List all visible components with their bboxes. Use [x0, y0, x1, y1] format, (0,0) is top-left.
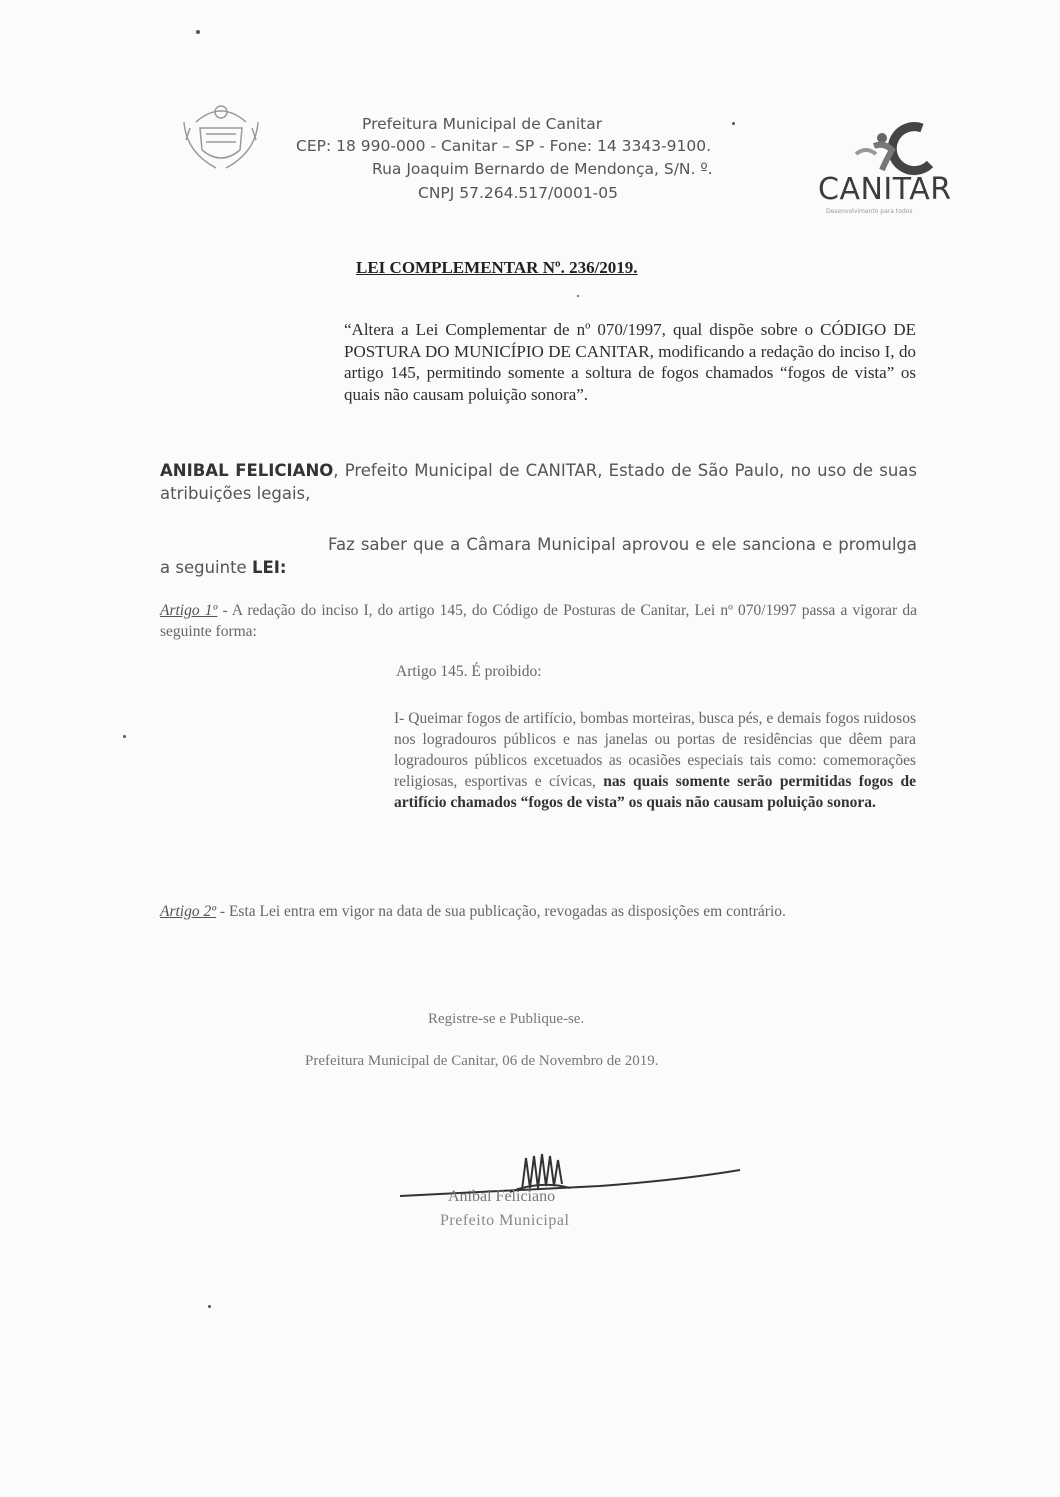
preamble-text: , Prefeito Municipal de CANITAR, Estado de São Paulo, no uso de suas atribuições legais,: [160, 461, 918, 503]
article-2-label: Artigo 2º: [160, 903, 217, 920]
header-line-3: Rua Joaquim Bernardo de Mendonça, S/N. º.: [372, 160, 713, 178]
header-line-2: CEP: 18 990-000 - Canitar – SP - Fone: 14 3343-9100.: [296, 137, 712, 155]
scan-speck: [732, 122, 735, 125]
ementa-paragraph: “Altera a Lei Complementar de nº 070/1997, qual dispõe sobre o CÓDIGO DE POSTURA DO MUNICÍPIO DE CANITAR, modificando a redação do inciso I, do artigo 145, permitindo somente a soltura de fogos chamados “fogos de vista” os quais não causam poluição sonora”.: [344, 320, 916, 404]
article-145-heading: Artigo 145. É proibido:: [396, 663, 542, 680]
scan-speck: [123, 735, 126, 738]
article-145-inciso: [394, 708, 916, 813]
article-1-text: - A redação do inciso I, do artigo 145, do Código de Posturas de Canitar, Lei nº 070/1997 passa a vigorar da seguinte forma:: [160, 602, 917, 640]
scan-speck: [577, 295, 579, 297]
canitar-logo-text: CANITAR: [818, 172, 952, 207]
law-title: LEI COMPLEMENTAR Nº. 236/2019.: [356, 258, 638, 277]
canitar-logo-tagline: Desenvolvimento para todos: [826, 208, 913, 215]
inciso-text: I- Queimar fogos de artifício, bombas morteiras, busca pés, e demais fogos ruidosos nos logradouros públicos e nas janelas ou portas de residências que dêem para logradouros públicos excetuados as ocasiões especiais tais como: comemorações religiosas, esportivas e cívicas,: [394, 710, 916, 790]
place-date-line: Prefeitura Municipal de Canitar, 06 de Novembro de 2019.: [305, 1053, 659, 1069]
scan-speck: [196, 30, 200, 34]
canitar-logo: [812, 120, 982, 220]
article-1-label: Artigo 1º: [160, 602, 218, 619]
registre-line: Registre-se e Publique-se.: [428, 1011, 585, 1027]
article-2-text: - Esta Lei entra em vigor na data de sua publicação, revogadas as disposições em contrário.: [216, 903, 786, 920]
mayor-name: ANIBAL FELICIANO: [160, 461, 334, 480]
article-2: [160, 901, 917, 922]
header-line-4: CNPJ 57.264.517/0001-05: [418, 184, 618, 202]
article-1: [160, 600, 917, 642]
header-line-1: Prefeitura Municipal de Canitar: [362, 115, 603, 133]
canitar-logo-mark-icon: [826, 120, 956, 176]
enactment-text: Faz saber que a Câmara Municipal aprovou e ele sanciona e promulga a seguinte: [160, 535, 917, 577]
signer-name: Anibal Feliciano: [448, 1188, 556, 1205]
enactment-bold: LEI:: [251, 558, 287, 577]
coat-of-arms-icon: [176, 92, 266, 182]
inciso-bold-text: nas quais somente serão permitidas fogos de artifício chamados “fogos de vista” os quais não causam poluição sonora.: [394, 773, 916, 811]
scan-speck: [208, 1305, 211, 1308]
preamble-paragraph: [160, 459, 917, 505]
enactment-paragraph: [160, 533, 917, 579]
signer-role: Prefeito Municipal: [440, 1212, 570, 1229]
